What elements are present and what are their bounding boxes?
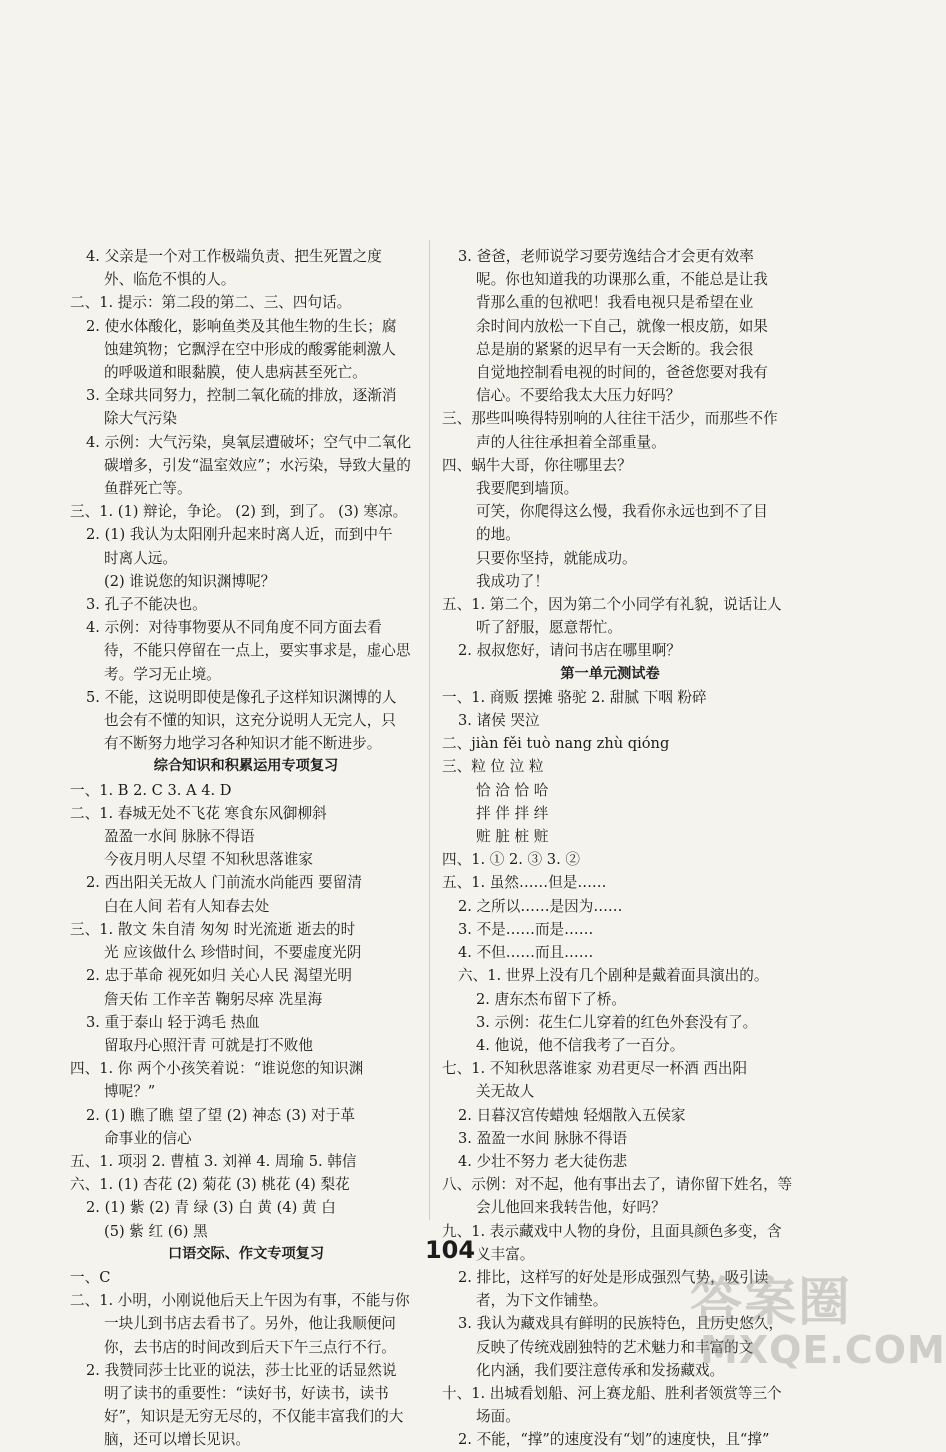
- answer-line: 会儿他回来我转告他，好吗？: [476, 1199, 666, 1217]
- answer-line: 光 应该做什么 珍惜时间，不要虚度光阴: [104, 944, 362, 962]
- answer-line: 留取丹心照汗青 可就是打不败他: [104, 1036, 313, 1054]
- answer-line: 4. 不但……而且……: [458, 944, 594, 962]
- answer-line: 外、临危不惧的人。: [104, 271, 236, 289]
- answer-line: 4. 他说，他不信我考了一百分。: [476, 1036, 685, 1054]
- answer-line: 只要你坚持，就能成功。: [476, 549, 637, 567]
- answer-line: 反映了传统戏剧独特的艺术魅力和丰富的文: [476, 1338, 754, 1356]
- answer-line: 待，不能只停留在一点上，要实事求是，虚心思: [104, 642, 411, 660]
- answer-line: 场面。: [476, 1408, 520, 1426]
- answer-line: 4. 父亲是一个对工作极端负责、把生死置之度: [86, 248, 382, 265]
- answer-line: 五、1. 虽然……但是……: [442, 874, 607, 892]
- answer-line: 詹天佑 工作辛苦 鞠躬尽瘁 冼星海: [104, 990, 323, 1008]
- answer-line: 2. 唐东杰布留下了桥。: [476, 990, 626, 1008]
- answer-line: 义丰富。: [476, 1245, 535, 1263]
- answer-line: (5) 紫 红 (6) 黑: [104, 1222, 208, 1240]
- answer-line: 呢。你也知道我的功课那么重，不能总是让我: [476, 271, 768, 289]
- answer-line: 自觉地控制看电视的时间的，爸爸您要对我有: [476, 364, 768, 382]
- answer-line: 好”，知识是无穷无尽的，不仅能丰富我们的大: [104, 1408, 404, 1426]
- answer-line: 三、1. (1) 辩论，争论。 (2) 到，到了。 (3) 寒凉。: [70, 503, 408, 521]
- answer-line: 4. 少壮不努力 老大徒伤悲: [458, 1152, 628, 1170]
- answer-line: 3. 盈盈一水间 脉脉不得语: [458, 1129, 628, 1147]
- answer-line: 总是崩的紧紧的迟早有一天会断的。我会很: [476, 340, 754, 358]
- answer-line: 二、1. 提示：第二段的第二、三、四句话。: [70, 294, 352, 312]
- section-heading: 综合知识和积累运用专项复习: [153, 758, 339, 775]
- answer-line: 2. 日暮汉宫传蜡烛 轻烟散入五侯家: [458, 1106, 686, 1124]
- answer-line: 一、1. 商贩 摆摊 骆驼 2. 甜腻 下咽 粉碎: [442, 688, 707, 706]
- answer-line: 博呢？”: [104, 1083, 156, 1101]
- watermark-logo-text: 答案圈: [690, 1273, 853, 1333]
- answer-line: 3. 重于泰山 轻于鸿毛 热血: [86, 1013, 260, 1031]
- answer-line: 2. 西出阳关无故人 门前流水尚能西 要留清: [86, 874, 362, 892]
- answer-line: 四、蜗牛大哥，你往哪里去？: [442, 456, 632, 474]
- answer-line: 3. 爸爸，老师说学习要劳逸结合才会更有效率: [458, 248, 754, 265]
- answer-line: 3. 不是……而是……: [458, 920, 594, 938]
- answer-line: 我要爬到墙顶。: [476, 480, 579, 498]
- answer-line: 2. (1) 紫 (2) 青 绿 (3) 白 黄 (4) 黄 白: [86, 1199, 336, 1217]
- answer-line: 2. 叔叔您好，请问书店在哪里啊？: [458, 642, 681, 660]
- answer-line: 3. 我认为藏戏具有鲜明的民族特色，且历史悠久，: [458, 1315, 784, 1333]
- answer-line: 的呼吸道和眼黏膜，使人患病甚至死亡。: [104, 364, 367, 382]
- answer-line: 恰 洽 恰 哈: [476, 781, 549, 799]
- answer-line: 脑，还可以增长见识。: [104, 1431, 250, 1449]
- answer-line: 你，去书店的时间改到后天下午三点行不行。: [104, 1338, 396, 1356]
- answer-line: 二、1. 春城无处不飞花 寒食东风御柳斜: [70, 804, 327, 822]
- answer-line: 除大气污染: [104, 410, 177, 428]
- answer-line: 背那么重的包袱吧！我看电视只是希望在业: [476, 294, 754, 312]
- left-column: [70, 245, 422, 1452]
- answer-line: 拌 伴 拌 绊: [476, 804, 549, 822]
- section-heading: 第一单元测试卷: [560, 665, 660, 682]
- answer-line: 2. (1) 瞧了瞧 望了望 (2) 神态 (3) 对于革: [86, 1106, 355, 1124]
- answer-line: 八、示例：对不起，他有事出去了，请你留下姓名，等: [442, 1176, 793, 1194]
- answer-line: 一块儿到书店去看书了。另外，他让我顺便问: [104, 1315, 396, 1333]
- answer-line: 一、C: [70, 1268, 111, 1286]
- answer-line: 3. 全球共同努力，控制二氧化硫的排放，逐渐消: [86, 387, 397, 405]
- column-divider: [429, 240, 430, 1220]
- answer-line: 2. 使水体酸化，影响鱼类及其他生物的生长；腐: [86, 317, 397, 335]
- answer-line: 盈盈一水间 脉脉不得语: [104, 828, 255, 846]
- answer-line: 九、1. 表示藏戏中人物的身份，且面具颜色多变，含: [442, 1222, 782, 1240]
- answer-line: (2) 谁说您的知识渊博呢？: [104, 572, 276, 590]
- answer-line: 4. 示例：对待事物要从不同角度不同方面去看: [86, 619, 382, 637]
- page-number: 104: [424, 1236, 476, 1264]
- answer-line: 三、粒 位 泣 粒: [442, 758, 544, 776]
- answer-line: 六、1. 世界上没有几个剧种是戴着面具演出的。: [458, 967, 769, 985]
- answer-line: 2. 我赞同莎士比亚的说法，莎士比亚的话显然说: [86, 1361, 397, 1379]
- answer-line: 2. 之所以……是因为……: [458, 897, 623, 915]
- answer-line: 碳增多，引发“温室效应”；水污染，导致大量的: [104, 456, 411, 474]
- answer-line: 时离人远。: [104, 549, 177, 567]
- answer-line: 化内涵，我们要注意传承和发扬藏戏。: [476, 1361, 725, 1379]
- answer-line: 可笑，你爬得这么慢，我看你永远也到不了目: [476, 503, 768, 521]
- answer-line: 二、1. 小明，小刚说他后天上午因为有事，不能与你: [70, 1292, 410, 1310]
- answer-line: 今夜月明人尽望 不知秋思落谁家: [104, 851, 313, 869]
- section-heading: 口语交际、作文专项复习: [167, 1245, 325, 1262]
- answer-line: 四、1. 你 两个小孩笑着说：“谁说您的知识渊: [70, 1060, 364, 1078]
- answer-line: 命事业的信心: [104, 1129, 192, 1147]
- answer-line: 的地。: [476, 526, 520, 544]
- answer-line: 声的人往往承担着全部重量。: [476, 433, 666, 451]
- answer-line: 三、那些叫唤得特别响的人往往干活少，而那些不作: [442, 410, 778, 428]
- answer-line: 一、1. B 2. C 3. A 4. D: [70, 781, 232, 799]
- answer-line: 4. 示例：大气污染，臭氧层遭破坏；空气中二氧化: [86, 433, 412, 451]
- answer-line: 也会有不懂的知识，这充分说明人无完人，只: [104, 712, 396, 730]
- answer-line: 七、1. 不知秋思落谁家 劝君更尽一杯酒 西出阳: [442, 1060, 748, 1078]
- answer-line: 3. 示例：花生仁儿穿着的红色外套没有了。: [476, 1013, 758, 1031]
- answer-line: 蚀建筑物；它飘浮在空中形成的酸雾能刺激人: [104, 340, 396, 358]
- answer-line: 白在人间 若有人知春去处: [104, 897, 270, 915]
- watermark-logo: [680, 1260, 946, 1380]
- answer-line: 2. 排比，这样写的好处是形成强烈气势，吸引读: [458, 1268, 769, 1286]
- answer-line: 关无故人: [476, 1083, 535, 1101]
- answer-line: 余时间内放松一下自己，就像一根皮筋，如果: [476, 317, 768, 335]
- answer-line: 五、1. 第二个，因为第二个小同学有礼貌，说话让人: [442, 596, 782, 614]
- answer-line: 考。学习无止境。: [104, 665, 221, 683]
- answer-line: 五、1. 项羽 2. 曹植 3. 刘禅 4. 周瑜 5. 韩信: [70, 1152, 357, 1170]
- answer-line: 赃 脏 桩 赃: [476, 828, 549, 846]
- answer-line: 我成功了！: [476, 572, 549, 590]
- answer-line: 有不断努力地学习各种知识才能不断进步。: [104, 735, 382, 753]
- answer-line: 5. 不能，这说明即使是像孔子这样知识渊博的人: [86, 688, 397, 706]
- answer-line: 明了读书的重要性：“读好书，好读书，读书: [104, 1384, 389, 1402]
- answer-line: 信心。不要给我太大压力好吗？: [476, 387, 681, 405]
- answer-line: 十、1. 出城看划船、河上赛龙船、胜利者领赏等三个: [442, 1384, 782, 1402]
- answer-line: 2. (1) 我认为太阳刚升起来时离人近，而到中午: [86, 526, 393, 544]
- answer-line: 二、jiàn fěi tuò nang zhù qióng: [442, 735, 670, 753]
- answer-line: 者，为下文作铺垫。: [476, 1292, 608, 1310]
- answer-line: 鱼群死亡等。: [104, 480, 192, 498]
- answer-line: 三、1. 散文 朱自清 匆匆 时光流逝 逝去的时: [70, 920, 356, 938]
- answer-line: 2. 忠于革命 视死如归 关心人民 渴望光明: [86, 967, 352, 985]
- watermark-site-text: MXQE.COM: [700, 1328, 946, 1372]
- answer-line: 3. 诸侯 哭泣: [458, 712, 540, 730]
- answer-line: 四、1. ① 2. ③ 3. ②: [442, 851, 580, 869]
- answer-line: 3. 孔子不能决也。: [86, 596, 207, 614]
- answer-line: 听了舒服，愿意帮忙。: [476, 619, 622, 637]
- answer-line: 2. 不能，“撑”的速度没有“划”的速度快，且“撑”: [458, 1431, 770, 1449]
- answer-line: 六、1. (1) 杏花 (2) 菊花 (3) 桃花 (4) 梨花: [70, 1176, 350, 1194]
